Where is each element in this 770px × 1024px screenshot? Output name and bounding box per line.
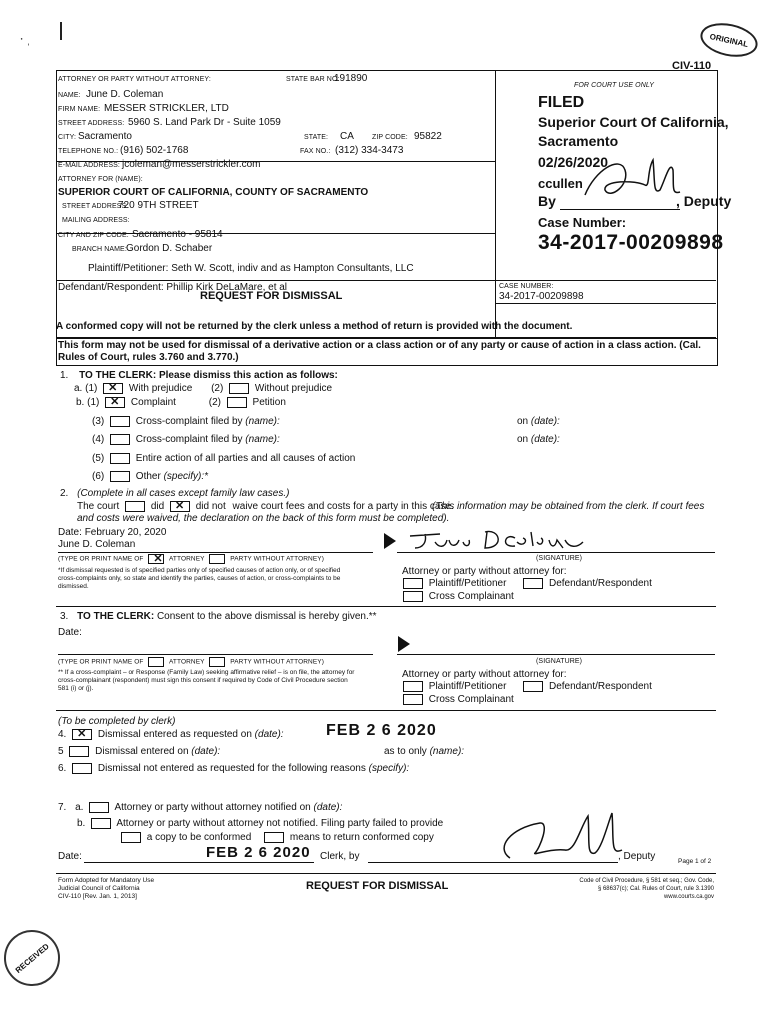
item3-cross-checkbox[interactable] xyxy=(403,694,423,705)
court-title: SUPERIOR COURT OF CALIFORNIA, COUNTY OF SACRAMENTO xyxy=(58,187,369,198)
item3-defendant-checkbox[interactable] xyxy=(523,681,543,692)
item3-footnote: ** If a cross-complaint – or Response (Family Law) seeking affirmative relief – is on file, the attorney for cross-complainant (respondent) must sign this consent if required by Code of Civil Procedure section 581 (i) or (j). xyxy=(58,669,355,692)
page-number: Page 1 of 2 xyxy=(678,858,712,865)
item2-attorney-checkbox[interactable] xyxy=(148,554,164,564)
cross-complaint-label-2: Cross-complaint filed by xyxy=(135,434,243,446)
entire-action-checkbox[interactable] xyxy=(110,453,130,464)
complaint-label: Complaint xyxy=(130,397,176,409)
item2-info-display: (This information may be obtained from the clerk. If court fees and costs were waived, the declaration on the back of this form must be completed). xyxy=(77,501,705,524)
item3-consent: Consent to the above dismissal is hereby given.** xyxy=(156,611,377,622)
filed-clerk: ccullen xyxy=(538,176,583,191)
on-label-2: on xyxy=(517,434,529,445)
signature-arrow-2 xyxy=(398,636,410,652)
item3-type-label: (TYPE OR PRINT NAME OF xyxy=(58,658,144,666)
item2-date-row xyxy=(58,527,166,538)
item2-signature-label: (SIGNATURE) xyxy=(536,555,583,562)
item3-attorney-label: ATTORNEY xyxy=(168,658,205,666)
zip-value: 95822 xyxy=(414,131,442,142)
on-label-1: on xyxy=(517,416,529,427)
footer-left-2: Judicial Council of California xyxy=(58,885,140,892)
case-number-value: 34-2017-00209898 xyxy=(499,291,584,302)
without-prejudice-checkbox[interactable] xyxy=(229,383,249,394)
item2-defendant-checkbox[interactable] xyxy=(523,578,543,589)
item1-6-row xyxy=(92,471,208,482)
item2-cross-label: Cross Complainant xyxy=(428,591,514,603)
item5-text: Dismissal entered on xyxy=(95,746,189,758)
item1a-letter: a. xyxy=(74,383,83,395)
footer-left-1: Form Adopted for Mandatory Use xyxy=(58,877,155,884)
petition-label: Petition xyxy=(252,397,286,409)
item3-plaintiff-checkbox[interactable] xyxy=(403,681,423,692)
entire-action-label: Entire action of all parties and all causes of action xyxy=(135,453,356,465)
original-stamp xyxy=(697,18,760,61)
item2-did: did xyxy=(150,501,165,513)
item7a-letter: a. xyxy=(75,802,84,814)
item4-row xyxy=(58,729,284,740)
court-street: 720 9TH STREET xyxy=(118,200,199,211)
item2-intro: (Complete in all cases except family law cases.) xyxy=(77,488,290,499)
item5-only-row xyxy=(384,746,464,757)
other-label: Other xyxy=(135,471,161,483)
clerk-heading: (To be completed by clerk) xyxy=(58,716,176,727)
branch-name: Gordon D. Schaber xyxy=(126,243,213,254)
item6-checkbox[interactable] xyxy=(72,763,92,774)
court-street-label: STREET ADDRESS: xyxy=(62,203,129,210)
item4-num: 4. xyxy=(58,729,67,741)
item1-5-row xyxy=(92,453,355,464)
attorney-name: June D. Coleman xyxy=(86,89,164,100)
with-prejudice-label: With prejudice xyxy=(128,383,193,395)
item1-4-row xyxy=(92,434,280,445)
defendant-label: Defendant/Respondent: xyxy=(58,282,164,293)
filed-deputy: , Deputy xyxy=(676,193,732,209)
cross-complaint-name-1: (name): xyxy=(245,416,280,428)
case-number-label: CASE NUMBER: xyxy=(499,283,554,290)
item5-name-label: (name): xyxy=(429,746,465,757)
email-value: jcoleman@messerstrickler.com xyxy=(122,159,261,170)
item3-defendant-label: Defendant/Respondent xyxy=(548,681,652,693)
email-label: E-MAIL ADDRESS: xyxy=(58,162,120,169)
item7a-text: Attorney or party without attorney notified on xyxy=(114,802,311,814)
notice-derivative: This form may not be used for dismissal of a derivative action or a class action or of any party or cause of action in a class action. (Cal. Rules of Court, rules 3.760 and 3.770.) xyxy=(58,340,701,363)
with-prejudice-checkbox[interactable] xyxy=(103,383,123,394)
item2-atty-for: Attorney or party without attorney for: xyxy=(402,566,567,577)
means-return-label: means to return conformed copy xyxy=(289,832,434,844)
item3-plaintiff-label: Plaintiff/Petitioner xyxy=(428,681,507,693)
item1-3-row xyxy=(92,416,280,427)
other-checkbox[interactable] xyxy=(110,471,130,482)
clerk-date-stamp: FEB 2 6 2020 xyxy=(206,844,311,861)
item5-row xyxy=(58,746,220,757)
item7b-text: Attorney or party without attorney not notified. Filing party failed to provide xyxy=(116,818,444,830)
cross-complaint-label-1: Cross-complaint filed by xyxy=(135,416,243,428)
firm-label: FIRM NAME: xyxy=(58,106,101,113)
street-label: STREET ADDRESS: xyxy=(58,120,125,127)
petition-checkbox[interactable] xyxy=(227,397,247,408)
item1-header xyxy=(60,370,338,381)
attorney-for-label: ATTORNEY FOR (NAME): xyxy=(58,176,143,183)
clerk-by-label: Clerk, by xyxy=(320,851,360,862)
footer-left xyxy=(58,877,154,901)
item1a-p2: (2) xyxy=(211,383,224,395)
item2-attorney-label: ATTORNEY xyxy=(168,555,205,563)
cross-complaint-checkbox-1[interactable] xyxy=(110,416,130,427)
item7b-row xyxy=(77,818,443,829)
item1-text: TO THE CLERK: Please dismiss this action as follows: xyxy=(79,370,338,381)
state-bar-value: 191890 xyxy=(334,73,368,84)
item1-3-date xyxy=(517,416,560,427)
item2-plaintiff-label: Plaintiff/Petitioner xyxy=(428,578,507,590)
received-stamp xyxy=(0,919,71,998)
item3-plaintiff-row xyxy=(400,681,652,692)
item2-intro-row xyxy=(60,488,289,499)
item6-num: 6. xyxy=(58,763,67,775)
item4-text: Dismissal entered as requested on xyxy=(97,729,252,741)
item3-row xyxy=(60,611,377,622)
item2-court: The court xyxy=(77,501,120,513)
item2-did-not: did not xyxy=(195,501,226,513)
item3-attorney-checkbox[interactable] xyxy=(148,657,164,667)
item1-p4: (4) xyxy=(92,434,105,446)
item2-footnote: *If dismissal requested is of specified parties only of specified causes of action only, or of specified cross-complaints only, so state and identify the parties, causes of action, or cross-complaints to be dismissed. xyxy=(58,567,341,590)
item7-num: 7. xyxy=(58,802,67,814)
footer-title: REQUEST FOR DISMISSAL xyxy=(306,880,449,892)
item4-checkbox[interactable] xyxy=(72,729,92,740)
item3-cross-label: Cross Complainant xyxy=(428,694,514,706)
item2-cross-row xyxy=(400,591,514,602)
item1-p5: (5) xyxy=(92,453,105,465)
item1b-p1: (1) xyxy=(87,397,100,409)
item6-row xyxy=(58,763,409,774)
fax-value: (312) 334-3473 xyxy=(335,145,404,156)
item7b-letter: b. xyxy=(77,818,86,830)
date-label-2: (date): xyxy=(530,434,560,445)
item5-only: as to only xyxy=(384,746,427,757)
signature-arrow-1 xyxy=(384,533,396,549)
item2-date-value: February 20, 2020 xyxy=(84,527,167,538)
case-number-label-stamp: Case Number: xyxy=(538,215,627,230)
item2-party-label: PARTY WITHOUT ATTORNEY) xyxy=(230,555,324,563)
firm-name: MESSER STRICKLER, LTD xyxy=(104,103,229,114)
cross-complaint-checkbox-2[interactable] xyxy=(110,434,130,445)
item2-type-row xyxy=(58,554,324,564)
item7a-row xyxy=(58,802,342,813)
case-number-stamp: 34-2017-00209898 xyxy=(538,231,724,254)
filed-date: 02/26/2020 xyxy=(538,154,609,170)
city-label: CITY: xyxy=(58,134,77,141)
filed-court-line1: Superior Court Of California, xyxy=(538,114,729,130)
item1b-row xyxy=(76,397,286,408)
item2-cross-checkbox[interactable] xyxy=(403,591,423,602)
state-value: CA xyxy=(340,131,354,142)
item2-num: 2. xyxy=(60,488,69,499)
item7b-options xyxy=(118,832,434,843)
other-specify: (specify):* xyxy=(163,471,209,483)
plaintiff-label: Plaintiff/Petitioner: xyxy=(88,263,169,274)
notice-box xyxy=(56,337,718,366)
copy-conformed-label: a copy to be conformed xyxy=(146,832,252,844)
item2-defendant-label: Defendant/Respondent xyxy=(548,578,652,590)
item6-text: Dismissal not entered as requested for the following reasons xyxy=(97,763,366,775)
item7a-checkbox[interactable] xyxy=(89,802,109,813)
item3-party-label: PARTY WITHOUT ATTORNEY) xyxy=(230,658,324,666)
item1-4-date xyxy=(517,434,560,445)
item2-date-label: Date: xyxy=(58,527,82,538)
item3-num: 3. xyxy=(60,611,69,622)
cityzip-label: CITY AND ZIP CODE: xyxy=(58,232,129,239)
item7a-date: (date): xyxy=(313,802,343,814)
item5-checkbox[interactable] xyxy=(69,746,89,757)
coleman-signature xyxy=(405,528,595,554)
item3-cross-row xyxy=(400,694,514,705)
footer-right-2: § 68637(c); Cal. Rules of Court, rule 3.1390 xyxy=(597,886,714,892)
state-label: STATE: xyxy=(304,134,329,141)
plaintiff-name: Seth W. Scott, indiv and as Hampton Consultants, LLC xyxy=(171,263,414,274)
item3-date-label: Date: xyxy=(58,627,82,638)
street-value: 5960 S. Land Park Dr - Suite 1059 xyxy=(128,117,281,128)
item2-plaintiff-row xyxy=(400,578,652,589)
filed-by: By xyxy=(538,193,556,209)
court-use-label: FOR COURT USE ONLY xyxy=(574,82,654,89)
item1-p6: (6) xyxy=(92,471,105,483)
form-id: CIV-110 xyxy=(672,60,712,72)
filed-stamp: FILED xyxy=(538,94,585,111)
item6-specify: (specify): xyxy=(368,763,410,775)
city-value: Sacramento xyxy=(78,131,132,142)
clerk-signature-bottom xyxy=(490,808,640,868)
item3-signature-label: (SIGNATURE) xyxy=(536,658,583,665)
item7b-checkbox[interactable] xyxy=(91,818,111,829)
cross-complaint-name-2: (name): xyxy=(245,434,280,446)
item3-atty-for: Attorney or party without attorney for: xyxy=(402,669,567,680)
corner-mark xyxy=(60,22,66,40)
original-stamp-text: ORIGINAL xyxy=(708,31,750,49)
item3-text: TO THE CLERK: xyxy=(77,611,155,622)
clerk-date-label: Date: xyxy=(58,851,82,862)
item1a-row xyxy=(74,383,332,394)
branch-label: BRANCH NAME: xyxy=(72,246,127,253)
clerk-signature-top xyxy=(575,150,685,210)
item5-num: 5 xyxy=(58,746,64,758)
plaintiff-line xyxy=(88,263,414,274)
item2-type-label: (TYPE OR PRINT NAME OF xyxy=(58,555,144,563)
date-label-1: (date): xyxy=(530,416,560,427)
means-return-checkbox[interactable] xyxy=(264,832,284,843)
fax-label: FAX NO.: xyxy=(300,148,331,155)
received-stamp-text: RECEIVED xyxy=(13,941,51,975)
scan-marks: ⸱ ˌ xyxy=(20,32,31,46)
notice-return: A conformed copy will not be returned by the clerk unless a method of return is provided with the document. xyxy=(56,321,573,332)
item5-date-label: (date): xyxy=(191,746,221,758)
zip-label: ZIP CODE: xyxy=(372,134,408,141)
item4-date-label: (date): xyxy=(254,729,284,741)
mailing-label: MAILING ADDRESS: xyxy=(62,217,130,224)
clerk-deputy-label: , Deputy xyxy=(618,851,656,862)
item2-party-checkbox[interactable] xyxy=(209,554,225,564)
attorney-header-label: ATTORNEY OR PARTY WITHOUT ATTORNEY: xyxy=(58,76,211,83)
without-prejudice-label: Without prejudice xyxy=(254,383,333,395)
item3-type-row xyxy=(58,657,324,667)
item1b-p2: (2) xyxy=(208,397,221,409)
item4-date-stamp: FEB 2 6 2020 xyxy=(326,722,437,739)
defendant-name: Phillip Kirk DeLaMare, et al xyxy=(166,282,288,293)
copy-conformed-checkbox[interactable] xyxy=(121,832,141,843)
item2-plaintiff-checkbox[interactable] xyxy=(403,578,423,589)
footer-right-3: www.courts.ca.gov xyxy=(663,894,714,900)
footer-right-1: Code of Civil Procedure, § 581 et seq.; Gov. Code, xyxy=(579,878,714,884)
footer-left-3: CIV-110 [Rev. Jan. 1, 2013] xyxy=(58,893,137,900)
item2-text: waive court fees and costs for a party in this case. xyxy=(232,501,454,513)
form-title: REQUEST FOR DISMISSAL xyxy=(200,290,343,302)
item1b-letter: b. xyxy=(76,397,85,409)
court-cityzip: Sacramento - 95814 xyxy=(132,229,223,240)
filed-court-line2: Sacramento xyxy=(538,133,619,149)
item3-party-checkbox[interactable] xyxy=(209,657,225,667)
phone-value: (916) 502-1768 xyxy=(120,145,189,156)
item1a-p1: (1) xyxy=(85,383,98,395)
footer-right xyxy=(530,877,714,901)
item1-p3: (3) xyxy=(92,416,105,428)
phone-label: TELEPHONE NO.: xyxy=(58,148,119,155)
complaint-checkbox[interactable] xyxy=(105,397,125,408)
name-label: NAME: xyxy=(58,92,81,99)
item2-signer: June D. Coleman xyxy=(58,539,136,550)
state-bar-label: STATE BAR NO: xyxy=(286,76,340,83)
item1-num: 1. xyxy=(60,370,69,381)
